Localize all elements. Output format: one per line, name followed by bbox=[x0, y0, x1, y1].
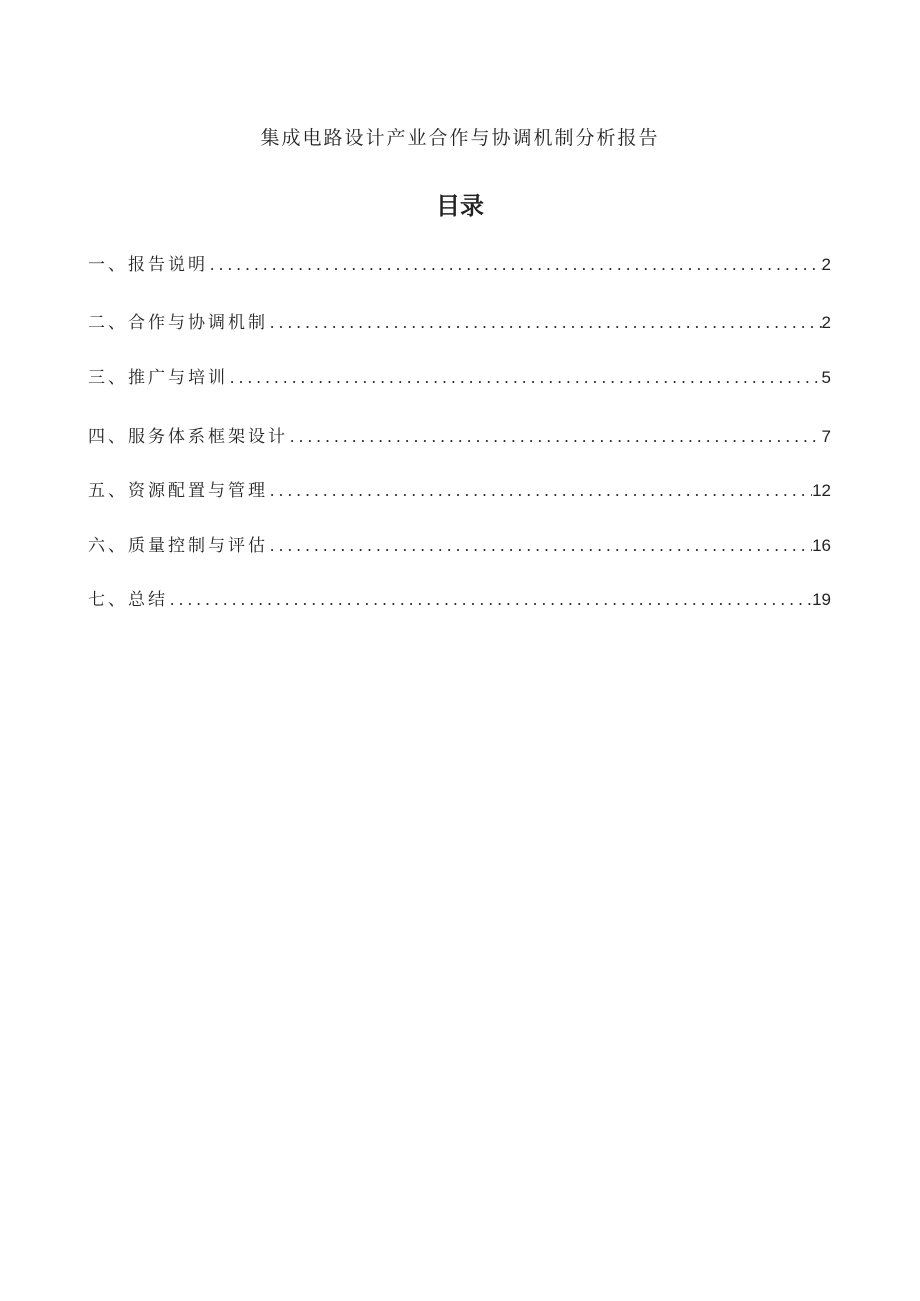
document-title: 集成电路设计产业合作与协调机制分析报告 bbox=[260, 127, 660, 149]
toc-entry-report-description[interactable] bbox=[88, 252, 831, 278]
toc-entry-page-number: 19 bbox=[812, 590, 831, 609]
toc-entry-label: 二、合作与协调机制 bbox=[88, 313, 268, 333]
toc-entry-quality-control[interactable] bbox=[88, 533, 831, 559]
toc-entry-label: 一、报告说明 bbox=[88, 255, 208, 275]
toc-entry-page-number: 2 bbox=[821, 255, 831, 274]
toc-dot-leader bbox=[268, 478, 812, 504]
toc-entry-promotion-training[interactable] bbox=[88, 365, 831, 391]
toc-entry-page-number: 16 bbox=[812, 536, 831, 555]
toc-entry-label: 七、总结 bbox=[88, 590, 168, 610]
toc-dot-leader bbox=[228, 365, 822, 391]
toc-entry-summary[interactable] bbox=[88, 587, 831, 613]
toc-entry-cooperation-mechanism[interactable] bbox=[88, 310, 831, 336]
toc-entry-page-number: 5 bbox=[821, 368, 831, 387]
toc-dot-leader bbox=[168, 587, 812, 613]
toc-dot-leader bbox=[268, 533, 812, 559]
toc-entry-label: 六、质量控制与评估 bbox=[88, 536, 268, 556]
toc-dot-leader bbox=[288, 424, 822, 450]
toc-entry-service-framework[interactable] bbox=[88, 424, 831, 450]
toc-entry-label: 五、资源配置与管理 bbox=[88, 481, 268, 501]
toc-entry-label: 三、推广与培训 bbox=[88, 368, 228, 388]
toc-entry-page-number: 12 bbox=[812, 481, 831, 500]
toc-entry-resource-allocation[interactable] bbox=[88, 478, 831, 504]
toc-heading: 目录 bbox=[436, 192, 484, 220]
toc-entry-page-number: 7 bbox=[821, 427, 831, 446]
toc-entry-label: 四、服务体系框架设计 bbox=[88, 427, 288, 447]
toc-dot-leader bbox=[208, 252, 822, 278]
toc-entry-page-number: 2 bbox=[821, 313, 831, 332]
toc-dot-leader bbox=[268, 310, 822, 336]
